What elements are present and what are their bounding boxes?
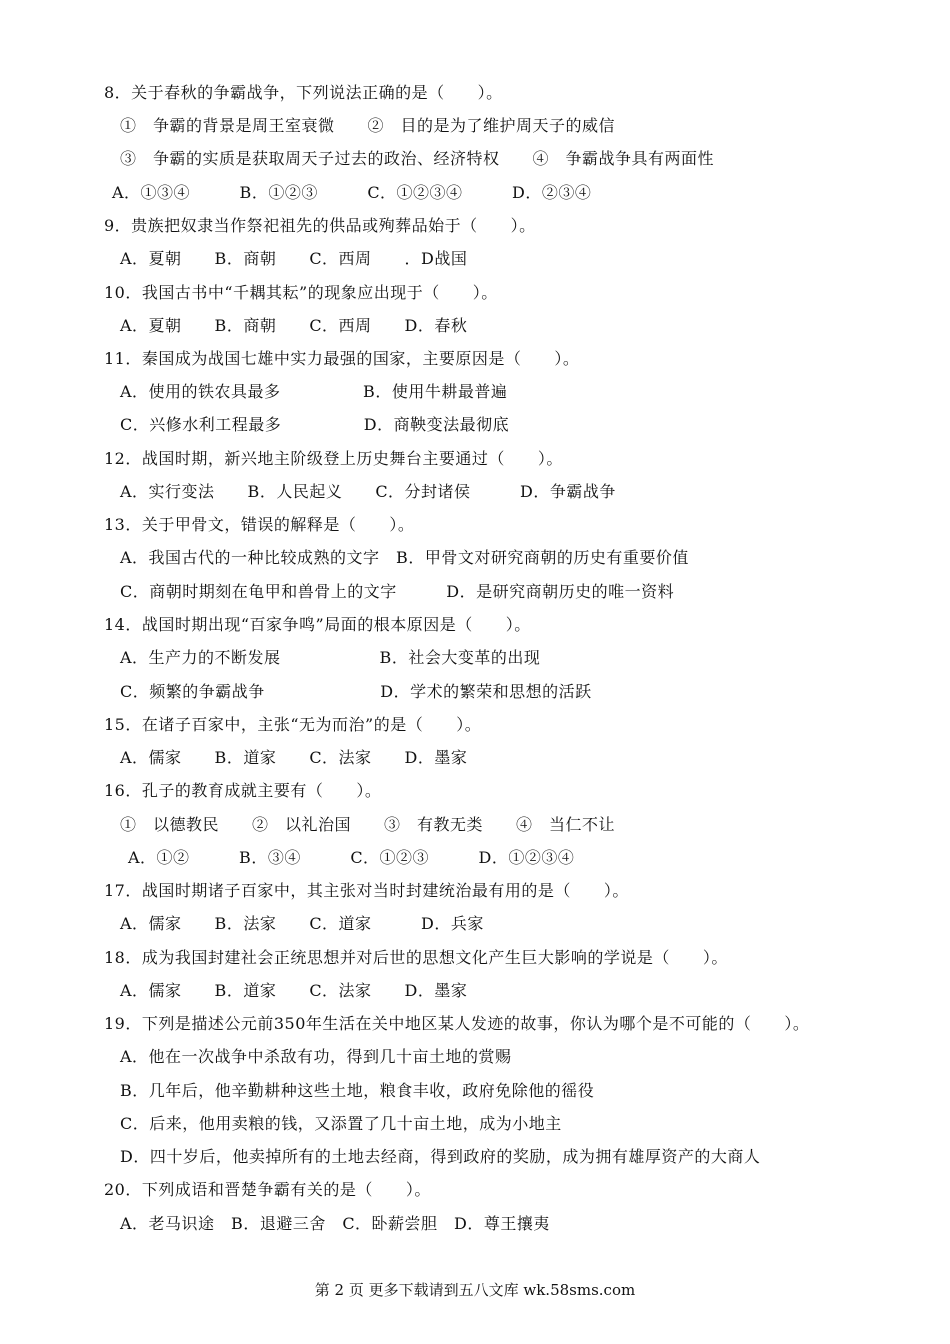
q14-stem: 14．战国时期出现“百家争鸣”局面的根本原因是（ ）。 [104,615,531,634]
q13-stem: 13．关于甲骨文，错误的解释是（ ）。 [104,515,415,534]
q16-options: A．①② B．③④ C．①②③ D．①②③④ [128,848,575,867]
q18-options: A．儒家 B．道家 C．法家 D．墨家 [120,981,468,1000]
q8-options: A．①③④ B．①②③ C．①②③④ D．②③④ [112,183,592,202]
q17-options: A．儒家 B．法家 C．道家 D．兵家 [120,914,484,933]
q13-options-1: A．我国古代的一种比较成熟的文字 B．甲骨文对研究商朝的历史有重要价值 [120,548,689,567]
q11-options-1: A．使用的铁农具最多 B．使用牛耕最普遍 [120,382,508,401]
q19-stem: 19．下列是描述公元前350年生活在关中地区某人发迹的故事，你认为哪个是不可能的（ ）。 [104,1014,810,1033]
q19-option-d: D．四十岁后，他卖掉所有的土地去经商，得到政府的奖励，成为拥有雄厚资产的大商人 [120,1147,761,1166]
q9-options: A．夏朝 B．商朝 C．西周 ．D战国 [120,249,468,268]
q10-stem: 10．我国古书中“千耦其耘”的现象应出现于（ ）。 [104,283,498,302]
q16-statements: ① 以德教民 ② 以礼治国 ③ 有教无类 ④ 当仁不让 [120,815,616,834]
q14-options-2: C．频繁的争霸战争 D．学术的繁荣和思想的活跃 [120,682,592,701]
q8-statement-2: ③ 争霸的实质是获取周天子过去的政治、经济特权 ④ 争霸战争具有两面性 [120,149,715,168]
q19-option-a: A．他在一次战争中杀敌有功，得到几十亩土地的赏赐 [120,1047,512,1066]
q19-option-b: B．几年后，他辛勤耕种这些土地，粮食丰收，政府免除他的徭役 [120,1081,595,1100]
q11-stem: 11．秦国成为战国七雄中实力最强的国家，主要原因是（ ）。 [104,349,580,368]
q10-options: A．夏朝 B．商朝 C．西周 D．春秋 [120,316,468,335]
q15-options: A．儒家 B．道家 C．法家 D．墨家 [120,748,468,767]
q12-options: A．实行变法 B．人民起义 C．分封诸侯 D．争霸战争 [120,482,616,501]
q20-options: A．老马识途 B．退避三舍 C．卧薪尝胆 D．尊王攘夷 [120,1214,550,1233]
q14-options-1: A．生产力的不断发展 B．社会大变革的出现 [120,648,541,667]
q13-options-2: C．商朝时期刻在龟甲和兽骨上的文字 D．是研究商朝历史的唯一资料 [120,582,675,601]
q19-option-c: C．后来，他用卖粮的钱，又添置了几十亩土地，成为小地主 [120,1114,562,1133]
q16-stem: 16．孔子的教育成就主要有（ ）。 [104,781,382,800]
q11-options-2: C．兴修水利工程最多 D．商鞅变法最彻底 [120,415,510,434]
q20-stem: 20．下列成语和晋楚争霸有关的是（ ）。 [104,1180,431,1199]
q15-stem: 15．在诸子百家中，主张“无为而治”的是（ ）。 [104,715,482,734]
q18-stem: 18．成为我国封建社会正统思想并对后世的思想文化产生巨大影响的学说是（ ）。 [104,948,728,967]
q12-stem: 12．战国时期，新兴地主阶级登上历史舞台主要通过（ ）。 [104,449,563,468]
q9-stem: 9．贵族把奴隶当作祭祀祖先的供品或殉葬品始于（ ）。 [104,216,536,235]
q8-stem: 8．关于春秋的争霸战争，下列说法正确的是（ ）。 [104,83,503,102]
q17-stem: 17．战国时期诸子百家中，其主张对当时封建统治最有用的是（ ）。 [104,881,629,900]
q8-statement-1: ① 争霸的背景是周王室衰微 ② 目的是为了维护周天子的威信 [120,116,616,135]
page-footer: 第 2 页 更多下载请到五八文库 wk.58sms.com [314,1281,636,1299]
